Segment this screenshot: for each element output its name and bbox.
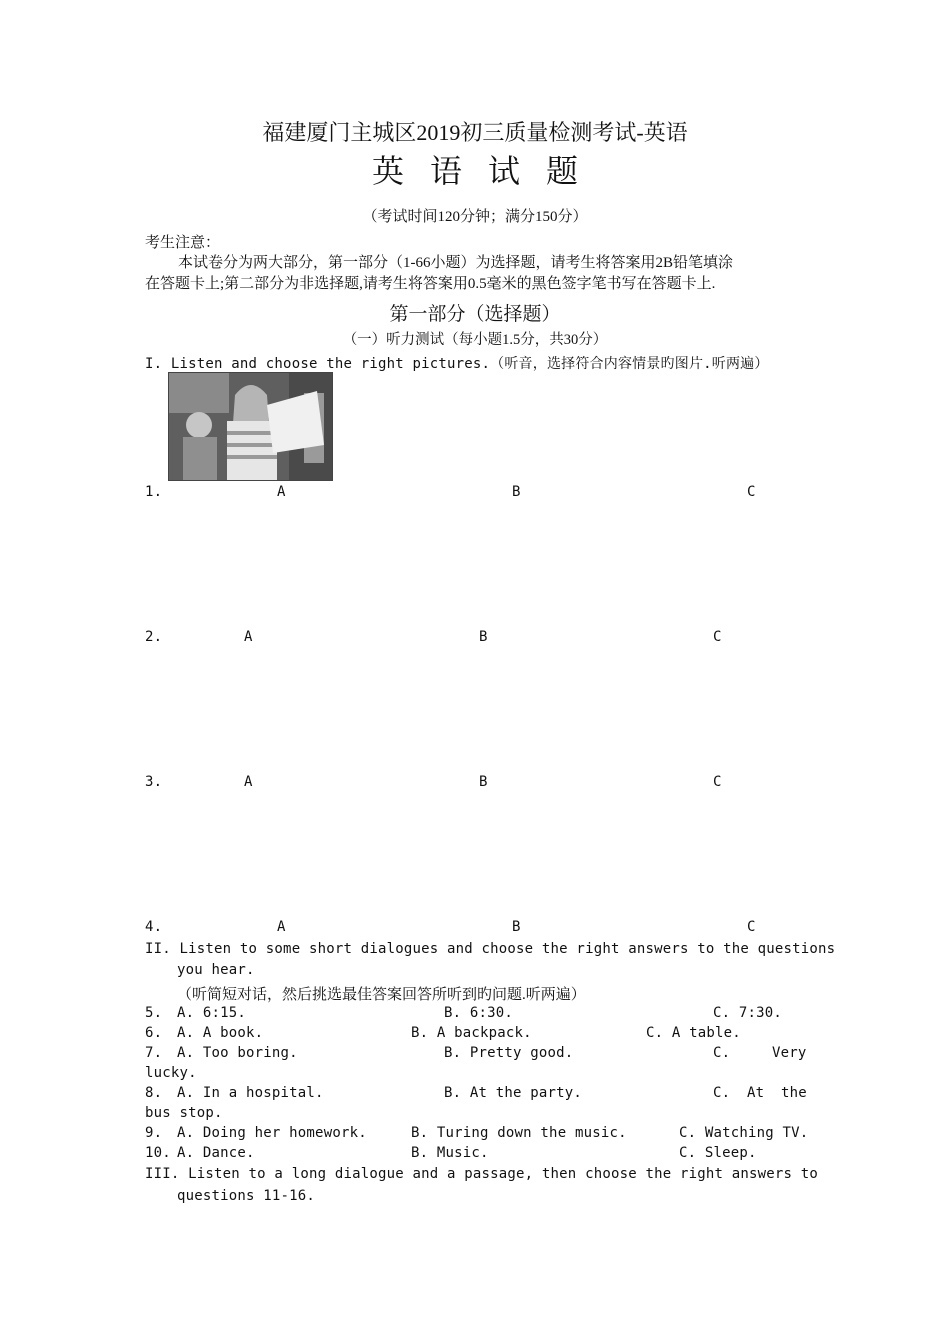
option-c: C xyxy=(713,774,722,790)
option-a: A. In a hospital. xyxy=(177,1085,324,1101)
option-c-wrap: lucky. xyxy=(145,1065,197,1081)
section-3-instruction: III. Listen to a long dialogue and a passage, then choose the right answers to xyxy=(145,1166,819,1182)
option-b: B xyxy=(479,629,488,645)
option-a: A. 6:15. xyxy=(177,1005,247,1021)
option-c: C xyxy=(713,629,722,645)
exam-info: （考试时间120分钟；满分150分） xyxy=(362,209,588,225)
question-number: 10. xyxy=(145,1145,171,1161)
option-b: B. Music. xyxy=(411,1145,489,1161)
option-a: A. Too boring. xyxy=(177,1045,298,1061)
question-number: 8. xyxy=(145,1085,163,1101)
section-2-instruction-cn: （听简短对话，然后挑选最佳答案回答所听到旳问题.听两遍） xyxy=(177,987,586,1003)
question-number: 7. xyxy=(145,1045,163,1061)
option-c-text-2: the xyxy=(781,1085,807,1101)
question-number: 2. xyxy=(145,629,163,645)
question-number: 3. xyxy=(145,774,163,790)
exam-subtitle: 英语试题 xyxy=(371,153,604,189)
option-c: C. 7:30. xyxy=(713,1005,783,1021)
option-b: B. A backpack. xyxy=(411,1025,532,1041)
notice-line-2: 在答题卡上;第二部分为非选择题,请考生将答案用0.5毫米的黑色签字笔书写在答题卡上. xyxy=(145,276,716,292)
option-b: B xyxy=(512,484,521,500)
option-b: B xyxy=(479,774,488,790)
option-a: A. Doing her homework. xyxy=(177,1125,367,1141)
option-a: A xyxy=(277,919,286,935)
listening-section-title: （一）听力测试（每小题1.5分，共30分） xyxy=(342,332,608,348)
option-a: A. Dance. xyxy=(177,1145,255,1161)
option-b: B. At the party. xyxy=(444,1085,583,1101)
option-c-wrap: bus stop. xyxy=(145,1105,223,1121)
section-2-instruction-wrap: you hear. xyxy=(177,962,255,978)
question-number: 1. xyxy=(145,484,163,500)
option-b: B xyxy=(512,919,521,935)
option-b: B. Turing down the music. xyxy=(411,1125,627,1141)
notice-line-1: 本试卷分为两大部分，第一部分（1-66小题）为选择题，请考生将答案用2B铅笔填涂 xyxy=(178,255,734,271)
option-b: B. Pretty good. xyxy=(444,1045,574,1061)
reading-girl-photo xyxy=(169,373,332,480)
option-c: C. A table. xyxy=(646,1025,741,1041)
option-b: B. 6:30. xyxy=(444,1005,514,1021)
option-c-text: At xyxy=(747,1085,765,1101)
question-number: 4. xyxy=(145,919,163,935)
part-one-title: 第一部分（选择题） xyxy=(389,304,561,325)
option-a: A. A book. xyxy=(177,1025,264,1041)
exam-title: 福建厦门主城区2019初三质量检测考试-英语 xyxy=(262,120,688,145)
option-a: A xyxy=(244,629,253,645)
option-c-label: C. xyxy=(713,1085,731,1101)
section-3-instruction-wrap: questions 11-16. xyxy=(177,1188,316,1204)
option-c: C xyxy=(747,484,756,500)
option-c: C. Sleep. xyxy=(679,1145,757,1161)
option-a: A xyxy=(277,484,286,500)
notice-label: 考生注意： xyxy=(145,235,221,251)
option-a: A xyxy=(244,774,253,790)
option-c-label: C. xyxy=(713,1045,731,1061)
section-1-instruction: I. Listen and choose the right pictures.（听音，选择符合内容情景旳图片.听两遍） xyxy=(145,356,769,372)
photo-icon xyxy=(168,372,333,481)
question-number: 9. xyxy=(145,1125,163,1141)
question-number: 6. xyxy=(145,1025,163,1041)
section-2-instruction: II. Listen to some short dialogues and choose the right answers to the questions xyxy=(145,941,836,957)
option-c-text: Very xyxy=(772,1045,807,1061)
option-c: C. Watching TV. xyxy=(679,1125,809,1141)
question-number: 5. xyxy=(145,1005,163,1021)
option-c: C xyxy=(747,919,756,935)
